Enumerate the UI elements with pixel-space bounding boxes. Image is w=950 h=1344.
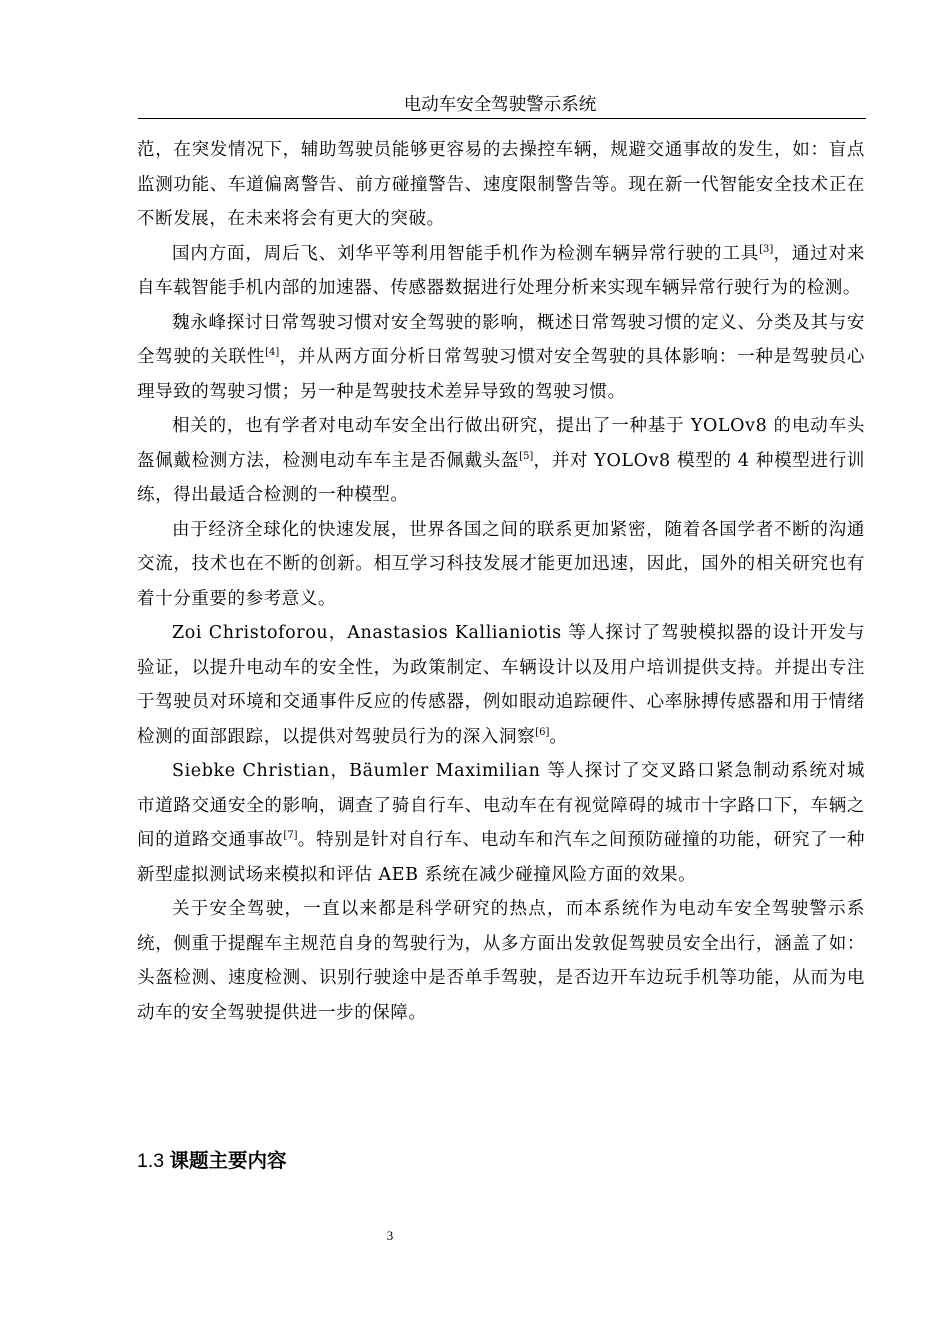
header-divider xyxy=(138,118,866,119)
paragraph-text: 由于经济全球化的快速发展，世界各国之间的联系更加紧密，随着各国学者不断的沟通交流，技术也在不断的创新。相互学习科技发展才能更加迅速，因此，国外的相关研究也有着十分重要的参考意义。 xyxy=(137,519,865,609)
paragraph xyxy=(137,892,865,1030)
paragraph-text: Siebke Christian，Bäumler Maximilian 等人探讨了交叉路口紧急制动系统对城市道路交通安全的影响，调查了骑自行车、电动车在有视觉障碍的城市十字路口下，车辆之间的道路交通事故 xyxy=(137,761,865,850)
citation-marker: [5] xyxy=(519,450,534,462)
paragraph-text: 。 xyxy=(549,726,568,747)
paragraph xyxy=(137,237,865,306)
paragraph-text: ，并从两方面分析日常驾驶习惯对安全驾驶的具体影响：一种是驾驶员心理导致的驾驶习惯；另一种是驾驶技术差异导致的驾驶习惯。 xyxy=(137,347,865,402)
paragraph-text: 。特别是针对自行车、电动车和汽车之间预防碰撞的功能，研究了一种新型虚拟测试场来模拟和评估 AEB 系统在减少碰撞风险方面的效果。 xyxy=(137,830,865,885)
section-heading xyxy=(137,1147,287,1175)
section-number: 1.3 xyxy=(137,1150,165,1172)
paragraph xyxy=(137,306,865,410)
citation-marker: [6] xyxy=(535,726,550,738)
paragraph xyxy=(137,409,865,513)
section-title: 课题主要内容 xyxy=(169,1149,287,1172)
paragraph-text: 相关的，也有学者对电动车安全出行做出研究，提出了一种基于 YOLOv8 的电动车头盔佩戴检测方法，检测电动车车主是否佩戴头盔 xyxy=(137,416,865,471)
paragraph-text: 关于安全驾驶，一直以来都是科学研究的热点，而本系统作为电动车安全驾驶警示系统，侧重于提醒车主规范自身的驾驶行为，从多方面出发敦促驾驶员安全出行，涵盖了如：头盔检测、速度检测、识别行驶途中是否单手驾驶，是否边开车边玩手机等功能，从而为电动车的安全驾驶提供进一步的保障。 xyxy=(137,899,865,1023)
page-number: 3 xyxy=(386,1228,394,1243)
running-header: 电动车安全驾驶警示系统 xyxy=(403,95,597,115)
paragraph xyxy=(137,133,865,237)
citation-marker: [3] xyxy=(759,243,774,255)
paragraph-text: 魏永峰探讨日常驾驶习惯对安全驾驶的影响，概述日常驾驶习惯的定义、分类及其与安全驾驶的关联性 xyxy=(137,312,865,367)
paragraph xyxy=(137,513,865,617)
paragraph-text: 国内方面，周后飞、刘华平等利用智能手机作为检测车辆异常行驶的工具 xyxy=(172,243,760,264)
paragraph-text: 范，在突发情况下，辅助驾驶员能够更容易的去操控车辆，规避交通事故的发生，如：盲点监测功能、车道偏离警告、前方碰撞警告、速度限制警告等。现在新一代智能安全技术正在不断发展，在未来将会有更大的突破。 xyxy=(137,140,865,229)
paragraph-text: ，并对 YOLOv8 模型的 4 种模型进行训练，得出最适合检测的一种模型。 xyxy=(137,450,865,505)
citation-marker: [7] xyxy=(283,830,298,841)
paragraph xyxy=(137,754,865,892)
paragraph xyxy=(137,616,865,754)
paragraph-text: Zoi Christoforou，Anastasios Kallianiotis 等人探讨了驾驶模拟器的设计开发与验证，以提升电动车的安全性，为政策制定、车辆设计以及用户培训提供支持。并提出专注于驾驶员对环境和交通事件反应的传感器，例如眼动追踪硬件、心率脉搏传感器和用于情绪检测的面部跟踪，以提供对驾驶员行为的深入洞察 xyxy=(137,623,865,747)
paragraph-text: ，通过对来自车载智能手机内部的加速器、传感器数据进行处理分析来实现车辆异常行驶行为的检测。 xyxy=(137,243,865,298)
body-text xyxy=(137,133,865,1030)
citation-marker: [4] xyxy=(265,347,280,358)
